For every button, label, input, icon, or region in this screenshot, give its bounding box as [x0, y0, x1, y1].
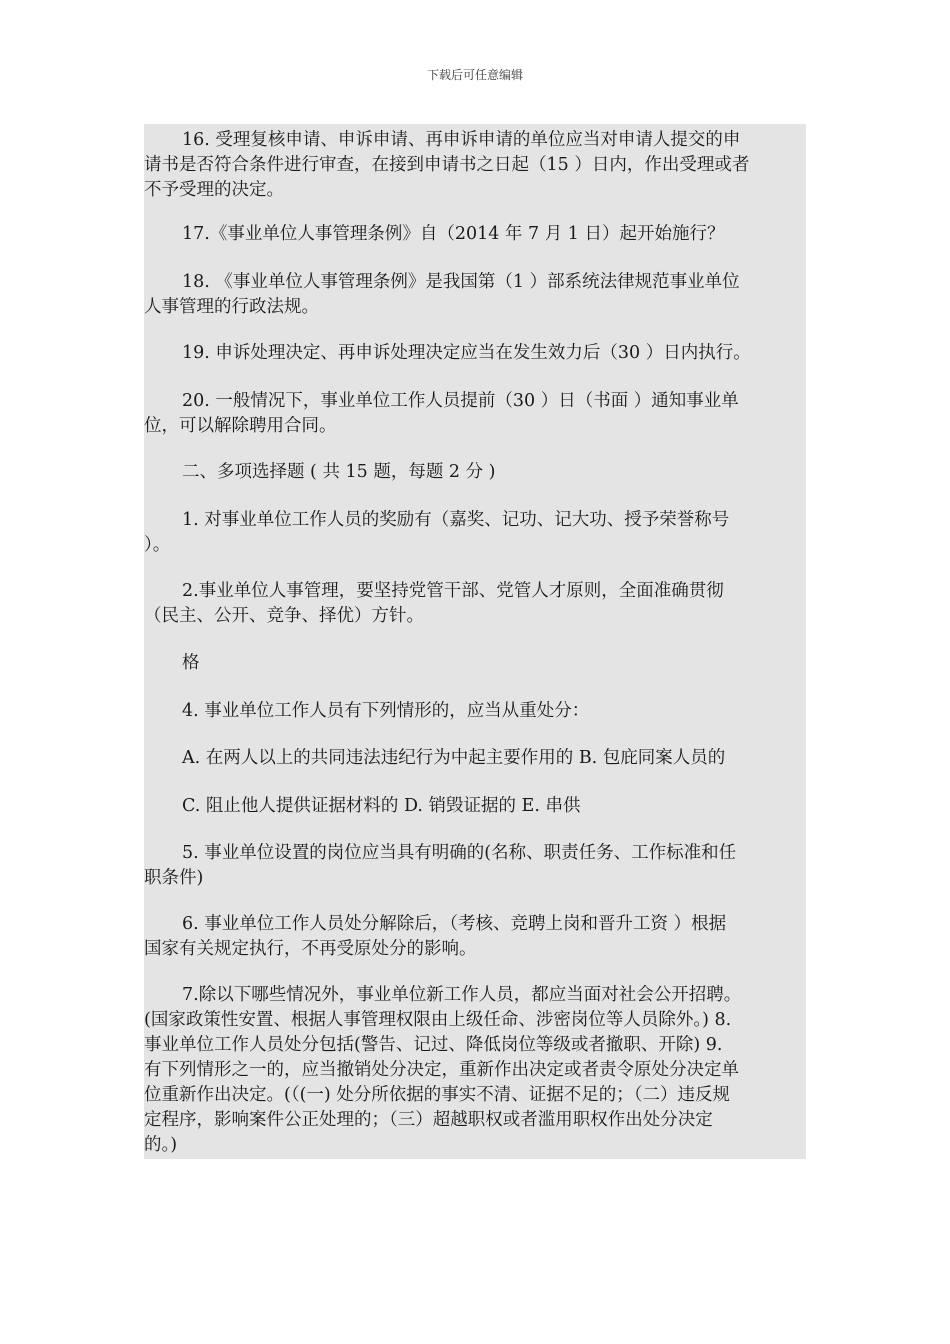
text-line: 4. 事业单位工作人员有下列情形的，应当从重处分：: [182, 701, 590, 721]
paragraph-q16: [144, 128, 806, 203]
paragraph-mq4-options-ab: [144, 746, 806, 771]
text-line: A. 在两人以上的共同违法违纪行为中起主要作用的 B. 包庇同案人员的: [182, 748, 726, 768]
paragraph-fragment: [144, 651, 806, 676]
page-header: 下载后可任意编辑: [426, 68, 523, 82]
text-line: 不予受理的决定。: [144, 180, 284, 200]
text-line: 2.事业单位人事管理，要坚持党管干部、党管人才原则，全面准确贯彻: [182, 581, 724, 601]
paragraph-mq7-9: [144, 983, 806, 1158]
text-line: 国家有关规定执行，不再受原处分的影响。: [144, 939, 477, 959]
paragraph-mq4-options-cde: [144, 794, 806, 819]
paragraph-q19: [144, 341, 806, 366]
text-line: 6. 事业单位工作人员处分解除后，（考核、竞聘上岗和晋升工资 ）根据: [182, 914, 727, 934]
text-line: 位重新作出决定。(（(一) 处分所依据的事实不清、证据不足的；（二）违反规: [144, 1085, 731, 1105]
text-line: 人事管理的行政法规。: [144, 297, 319, 317]
paragraph-q20: [144, 389, 806, 439]
text-line: 20. 一般情况下，事业单位工作人员提前（30 ）日（书面 ）通知事业单: [182, 391, 739, 411]
text-line: 二、多项选择题 ( 共 15 题，每题 2 分 ): [182, 462, 496, 482]
text-line: 事业单位工作人员处分包括(警告、记过、降低岗位等级或者撤职、开除) 9.: [144, 1035, 723, 1055]
paragraph-mq1: [144, 508, 806, 558]
text-line: 位，可以解除聘用合同。: [144, 416, 337, 436]
text-line: 19. 申诉处理决定、再申诉处理决定应当在发生效力后（30 ）日内执行。: [182, 343, 751, 363]
text-line: 18. 《事业单位人事管理条例》是我国第（1 ）部系统法律规范事业单位: [182, 272, 740, 292]
text-line: ）。: [144, 535, 171, 555]
text-line: 16. 受理复核申请、申诉申请、再申诉申请的单位应当对申请人提交的申: [182, 130, 741, 150]
text-line: 职条件): [144, 868, 204, 888]
text-line: 1. 对事业单位工作人员的奖励有（嘉奖、记功、记大功、授予荣誉称号: [182, 510, 730, 530]
paragraph-mq6: [144, 912, 806, 962]
document-body: [144, 124, 806, 1159]
paragraph-mq5: [144, 841, 806, 891]
text-line: 请书是否符合条件进行审查，在接到申请书之日起（15 ）日内，作出受理或者: [144, 155, 750, 175]
text-line: 有下列情形之一的，应当撤销处分决定，重新作出决定或者责令原处分决定单: [144, 1060, 739, 1080]
text-line: 的。): [144, 1135, 178, 1155]
text-line: （民主、公开、竞争、择优）方针。: [144, 606, 424, 626]
text-line: 5. 事业单位设置的岗位应当具有明确的(名称、职责任务、工作标准和任: [182, 843, 737, 863]
text-line: (国家政策性安置、根据人事管理权限由上级任命、涉密岗位等人员除外。) 8.: [144, 1010, 732, 1030]
section-heading: [144, 460, 806, 485]
paragraph-mq2: [144, 579, 806, 629]
text-line: 定程序，影响案件公正处理的；（三）超越职权或者滥用职权作出处分决定: [144, 1110, 713, 1130]
text-line: 格: [182, 653, 200, 673]
text-line: C. 阻止他人提供证据材料的 D. 销毁证据的 E. 串供: [182, 796, 581, 816]
paragraph-q17: [144, 222, 806, 247]
text-line: 7.除以下哪些情况外，事业单位新工作人员，都应当面对社会公开招聘。: [182, 985, 742, 1005]
paragraph-mq4: [144, 699, 806, 724]
paragraph-q18: [144, 270, 806, 320]
text-line: 17.《事业单位人事管理条例》自（2014 年 7 月 1 日）起开始施行？: [182, 224, 725, 244]
